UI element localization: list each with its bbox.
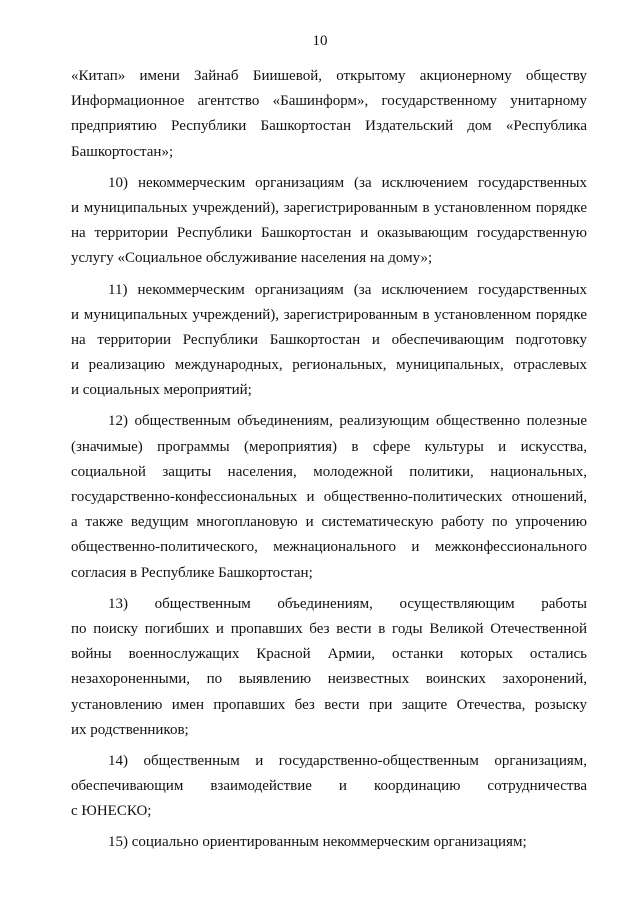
text-line: государственно-конфессиональных и общественно-политических отношений, — [71, 489, 587, 505]
list-item-12 — [71, 409, 587, 585]
text-line: войны военнослужащих Красной Армии, останки которых остались — [71, 646, 587, 663]
text-line: (значимые) программы (мероприятия) в сфере культуры и искусства, — [71, 438, 587, 455]
text-line: услугу «Социальное обслуживание населения на дому»; — [71, 250, 433, 267]
text-line: и муниципальных учреждений), зарегистрированным в установленном порядке — [71, 199, 587, 216]
text-line: на территории Республики Башкортостан и оказывающим государственную — [71, 225, 587, 242]
text-line: по поиску погибших и пропавших без вести в годы Великой Отечественной — [71, 620, 587, 637]
text-line: 11) некоммерческим организациям (за исключением государственных — [108, 281, 587, 298]
text-line: обеспечивающим взаимодействие и координацию сотрудничества — [71, 778, 587, 795]
text-line: 15) социально ориентированным некоммерческим организациям; — [108, 834, 527, 851]
page-number: 10 — [312, 33, 328, 49]
list-item-11 — [71, 278, 587, 404]
text-line: 10) некоммерческим организациям (за исключением государственных — [108, 174, 587, 191]
text-line: на территории Республики Башкортостан и обеспечивающим подготовку — [71, 331, 587, 348]
text-line: общественно-политического, межнационального и межконфессионального — [71, 539, 587, 556]
document-body — [71, 64, 587, 862]
list-item-14 — [71, 749, 587, 825]
text-line: Башкортостан»; — [71, 143, 174, 160]
list-item-10 — [71, 171, 587, 272]
text-line: 13) общественным объединениям, осуществляющим работы — [108, 595, 587, 612]
text-line: и социальных мероприятий; — [71, 382, 252, 399]
list-item-15 — [71, 830, 587, 855]
text-line: с ЮНЕСКО; — [71, 803, 152, 820]
text-line: 12) общественным объединениям, реализующим общественно полезные — [108, 413, 587, 430]
text-line: и муниципальных учреждений), зарегистрированным в установленном порядке — [71, 306, 587, 323]
paragraph-continuation — [71, 64, 587, 165]
text-line: установлению имен пропавших без вести при защите Отечества, розыску — [71, 696, 587, 713]
text-line: Информационное агентство «Башинформ», государственному унитарному — [71, 93, 587, 110]
text-line: а также ведущим многоплановую и систематическую работу по упрочению — [71, 514, 587, 531]
text-line: и реализацию международных, региональных, муниципальных, отраслевых — [71, 357, 587, 374]
text-line: незахороненными, по выявлению неизвестных воинских захоронений, — [71, 671, 587, 688]
text-line: «Китап» имени Зайнаб Биишевой, открытому акционерному обществу — [71, 68, 587, 84]
text-line: социальной защиты населения, молодежной политики, национальных, — [71, 463, 587, 480]
text-line: их родственников; — [71, 721, 189, 738]
text-line: предприятию Республики Башкортостан Издательский дом «Республика — [71, 118, 587, 135]
list-item-13 — [71, 592, 587, 743]
text-line: 14) общественным и государственно-общественным организациям, — [108, 752, 587, 769]
text-line: согласия в Республике Башкортостан; — [71, 564, 313, 581]
